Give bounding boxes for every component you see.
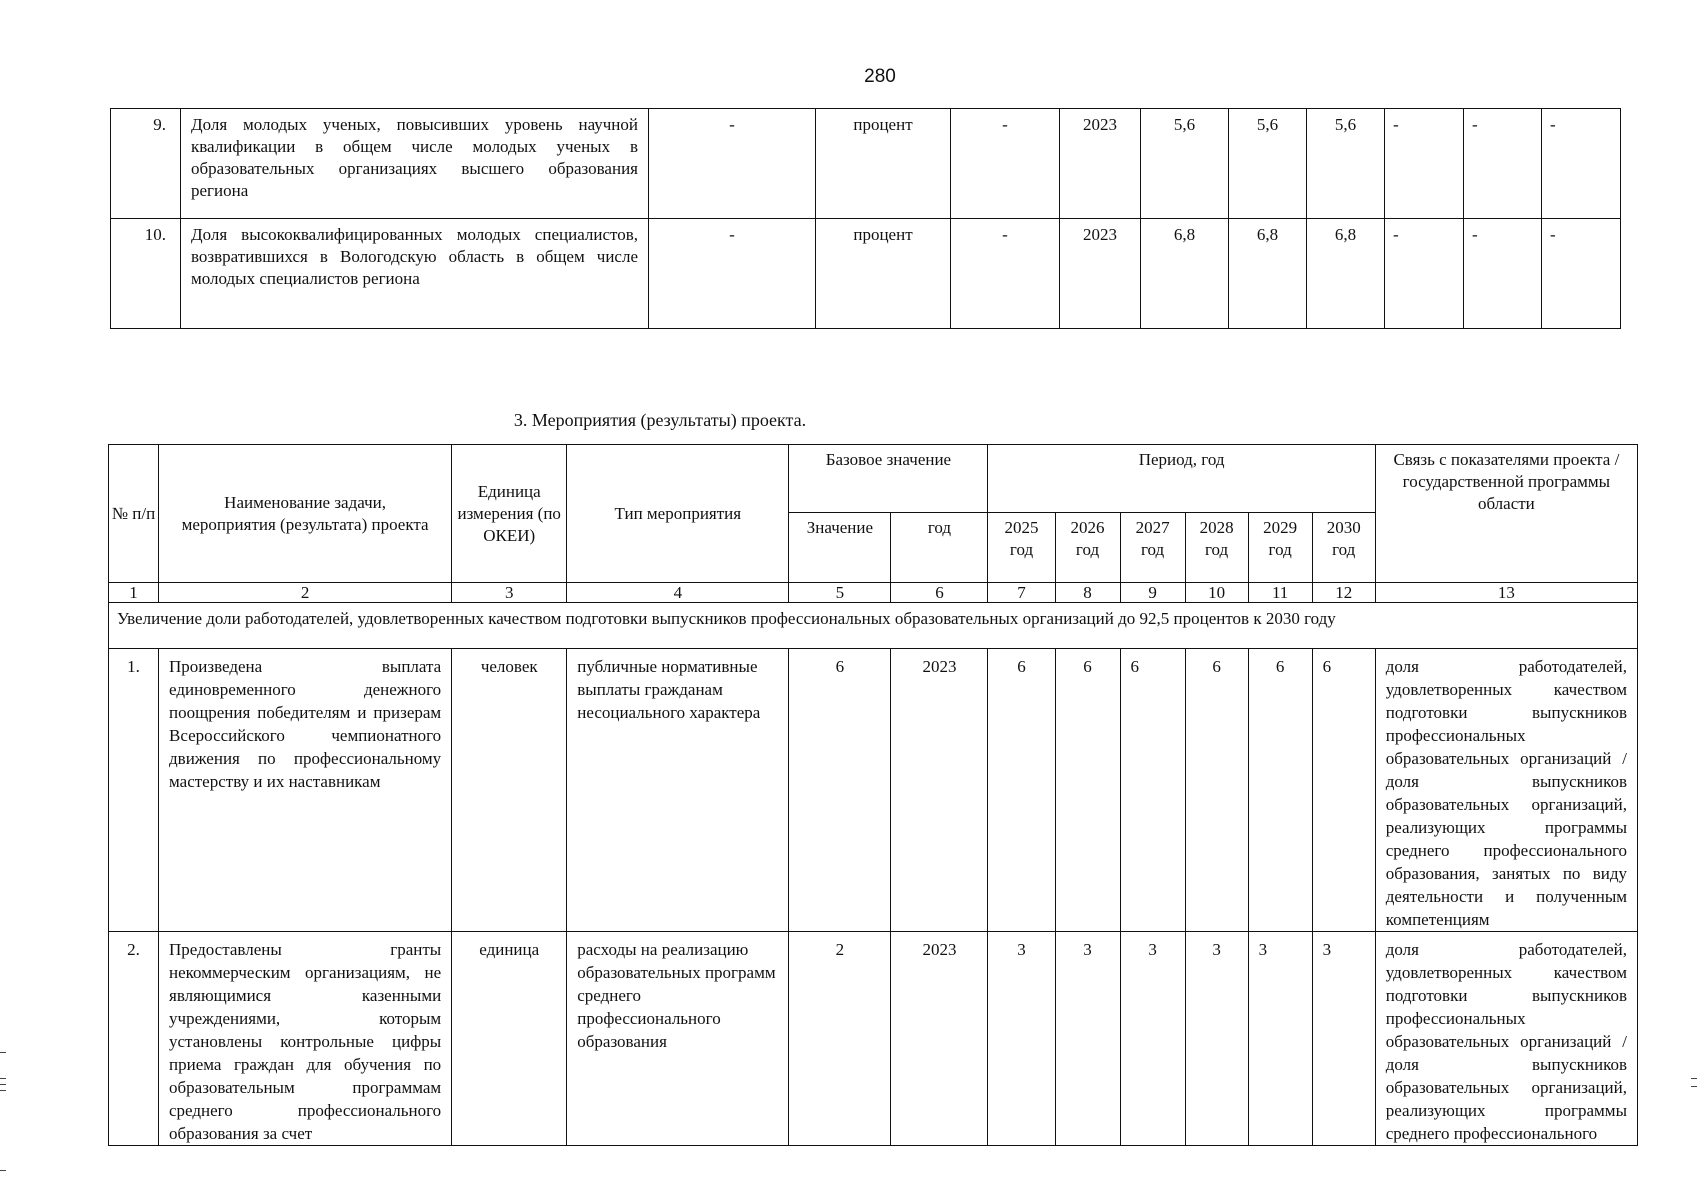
cell: -	[649, 109, 816, 219]
header-base-value: Значение	[789, 513, 891, 583]
value-cell: 3	[988, 932, 1055, 1146]
base-value-cell: 2	[789, 932, 891, 1146]
year-suffix: год	[1140, 540, 1165, 559]
header-name: Наименование задачи, мероприятия (результата) проекта	[159, 445, 452, 583]
row-number: 10.	[111, 219, 181, 329]
header-year-2025	[988, 513, 1055, 583]
column-index: 3	[452, 583, 567, 603]
header-year-2029	[1248, 513, 1312, 583]
value-cell: -	[1385, 109, 1464, 219]
column-index: 5	[789, 583, 891, 603]
section-title: 3. Мероприятия (результаты) проекта.	[513, 410, 807, 430]
value-cell: -	[1464, 219, 1542, 329]
value-cell: 6,8	[1141, 219, 1229, 329]
unit-cell: процент	[816, 219, 951, 329]
value-cell: 6	[988, 649, 1055, 932]
unit-cell: единица	[452, 932, 567, 1146]
year-cell: 2023	[1060, 219, 1141, 329]
base-year-cell: 2023	[891, 932, 988, 1146]
value-cell: 6	[1055, 649, 1120, 932]
value-cell: 3	[1120, 932, 1185, 1146]
indicators-table	[110, 108, 1621, 329]
year-suffix: год	[1268, 540, 1292, 559]
scan-mark	[0, 1084, 6, 1085]
header-year-2028	[1185, 513, 1248, 583]
header-type: Тип мероприятия	[567, 445, 789, 583]
scan-mark	[0, 1078, 6, 1079]
table-row	[109, 649, 1638, 932]
header-year-2027	[1120, 513, 1185, 583]
link-cell: доля работодателей, удовлетворенных качеством подготовки выпускников профессиональных образовательных организаций / доля выпускников образовательных организаций, реализующих программы среднего профессионального	[1375, 932, 1637, 1146]
table-row	[109, 932, 1638, 1146]
cell: -	[649, 219, 816, 329]
table-row	[111, 219, 1621, 329]
year-suffix: год	[1332, 540, 1356, 559]
header-num: № п/п	[109, 445, 159, 583]
header-base: Базовое значение	[789, 445, 988, 513]
measure-name: Произведена выплата единовременного денежного поощрения победителям и призерам Всероссийского чемпионатного движения по профессиональному мастерству и их наставникам	[159, 649, 452, 932]
column-index: 7	[988, 583, 1055, 603]
scan-mark	[1691, 1086, 1697, 1087]
scan-mark	[0, 1170, 6, 1171]
value-cell: 5,6	[1307, 109, 1385, 219]
year-label: 2029	[1263, 518, 1298, 537]
table-row	[111, 109, 1621, 219]
scan-mark	[0, 1090, 6, 1091]
measures-table	[108, 444, 1638, 1146]
header-period: Период, год	[988, 445, 1375, 513]
goal-row	[109, 603, 1638, 649]
value-cell: 6	[1312, 649, 1375, 932]
column-index: 8	[1055, 583, 1120, 603]
scan-mark	[1691, 1078, 1697, 1079]
value-cell: -	[1542, 109, 1621, 219]
year-suffix: год	[1075, 540, 1100, 559]
value-cell: 5,6	[1229, 109, 1307, 219]
indicator-name: Доля высококвалифицированных молодых специалистов, возвратившихся в Вологодскую область в общем числе молодых специалистов региона	[181, 219, 649, 329]
unit-cell: процент	[816, 109, 951, 219]
cell: -	[951, 109, 1060, 219]
column-index: 10	[1185, 583, 1248, 603]
goal-text: Увеличение доли работодателей, удовлетворенных качеством подготовки выпускников профессиональных образовательных организаций до 92,5 процентов к 2030 году	[109, 603, 1638, 649]
header-link: Связь с показателями проекта / государственной программы области	[1375, 445, 1637, 583]
header-year-2026	[1055, 513, 1120, 583]
year-label: 2030	[1326, 518, 1361, 537]
column-index: 6	[891, 583, 988, 603]
year-label: 2027	[1135, 518, 1170, 537]
column-index: 1	[109, 583, 159, 603]
link-cell: доля работодателей, удовлетворенных качеством подготовки выпускников профессиональных образовательных организаций / доля выпускников образовательных организаций, реализующих программы среднего профессионального образования, занятых по виду деятельности и полученным компетенциям	[1375, 649, 1637, 932]
year-label: 2028	[1199, 518, 1234, 537]
measure-name: Предоставлены гранты некоммерческим организациям, не являющимися казенными учреждениями, которым установлены контрольные цифры приема граждан для обучения по образовательным программам среднего профессионального образования за счет	[159, 932, 452, 1146]
value-cell: 6,8	[1307, 219, 1385, 329]
row-number: 1.	[109, 649, 159, 932]
column-index: 4	[567, 583, 789, 603]
unit-cell: человек	[452, 649, 567, 932]
value-cell: -	[1464, 109, 1542, 219]
value-cell: 6	[1248, 649, 1312, 932]
value-cell: 6,8	[1229, 219, 1307, 329]
year-suffix: год	[1009, 540, 1034, 559]
value-cell: 5,6	[1141, 109, 1229, 219]
value-cell: -	[1385, 219, 1464, 329]
cell: -	[951, 219, 1060, 329]
value-cell: 6	[1120, 649, 1185, 932]
value-cell: 6	[1185, 649, 1248, 932]
column-index-row	[109, 583, 1638, 603]
column-index: 2	[159, 583, 452, 603]
year-label: 2026	[1070, 518, 1105, 537]
value-cell: 3	[1248, 932, 1312, 1146]
base-year-cell: 2023	[891, 649, 988, 932]
value-cell: 3	[1185, 932, 1248, 1146]
type-cell: публичные нормативные выплаты гражданам несоциального характера	[567, 649, 789, 932]
value-cell: 3	[1312, 932, 1375, 1146]
header-unit: Единица измерения (по ОКЕИ)	[452, 445, 567, 583]
base-value-cell: 6	[789, 649, 891, 932]
type-cell: расходы на реализацию образовательных программ среднего профессионального образования	[567, 932, 789, 1146]
header-row	[109, 445, 1638, 513]
header-year-2030	[1312, 513, 1375, 583]
column-index: 9	[1120, 583, 1185, 603]
header-base-year: год	[891, 513, 988, 583]
row-number: 2.	[109, 932, 159, 1146]
column-index: 12	[1312, 583, 1375, 603]
row-number: 9.	[111, 109, 181, 219]
year-label: 2025	[1004, 518, 1039, 537]
scan-mark	[0, 1052, 6, 1053]
column-index: 11	[1248, 583, 1312, 603]
year-cell: 2023	[1060, 109, 1141, 219]
value-cell: 3	[1055, 932, 1120, 1146]
page-number: 280	[864, 66, 896, 87]
year-suffix: год	[1204, 540, 1229, 559]
column-index: 13	[1375, 583, 1637, 603]
indicator-name: Доля молодых ученых, повысивших уровень научной квалификации в общем числе молодых ученых в образовательных организациях высшего образования региона	[181, 109, 649, 219]
value-cell: -	[1542, 219, 1621, 329]
